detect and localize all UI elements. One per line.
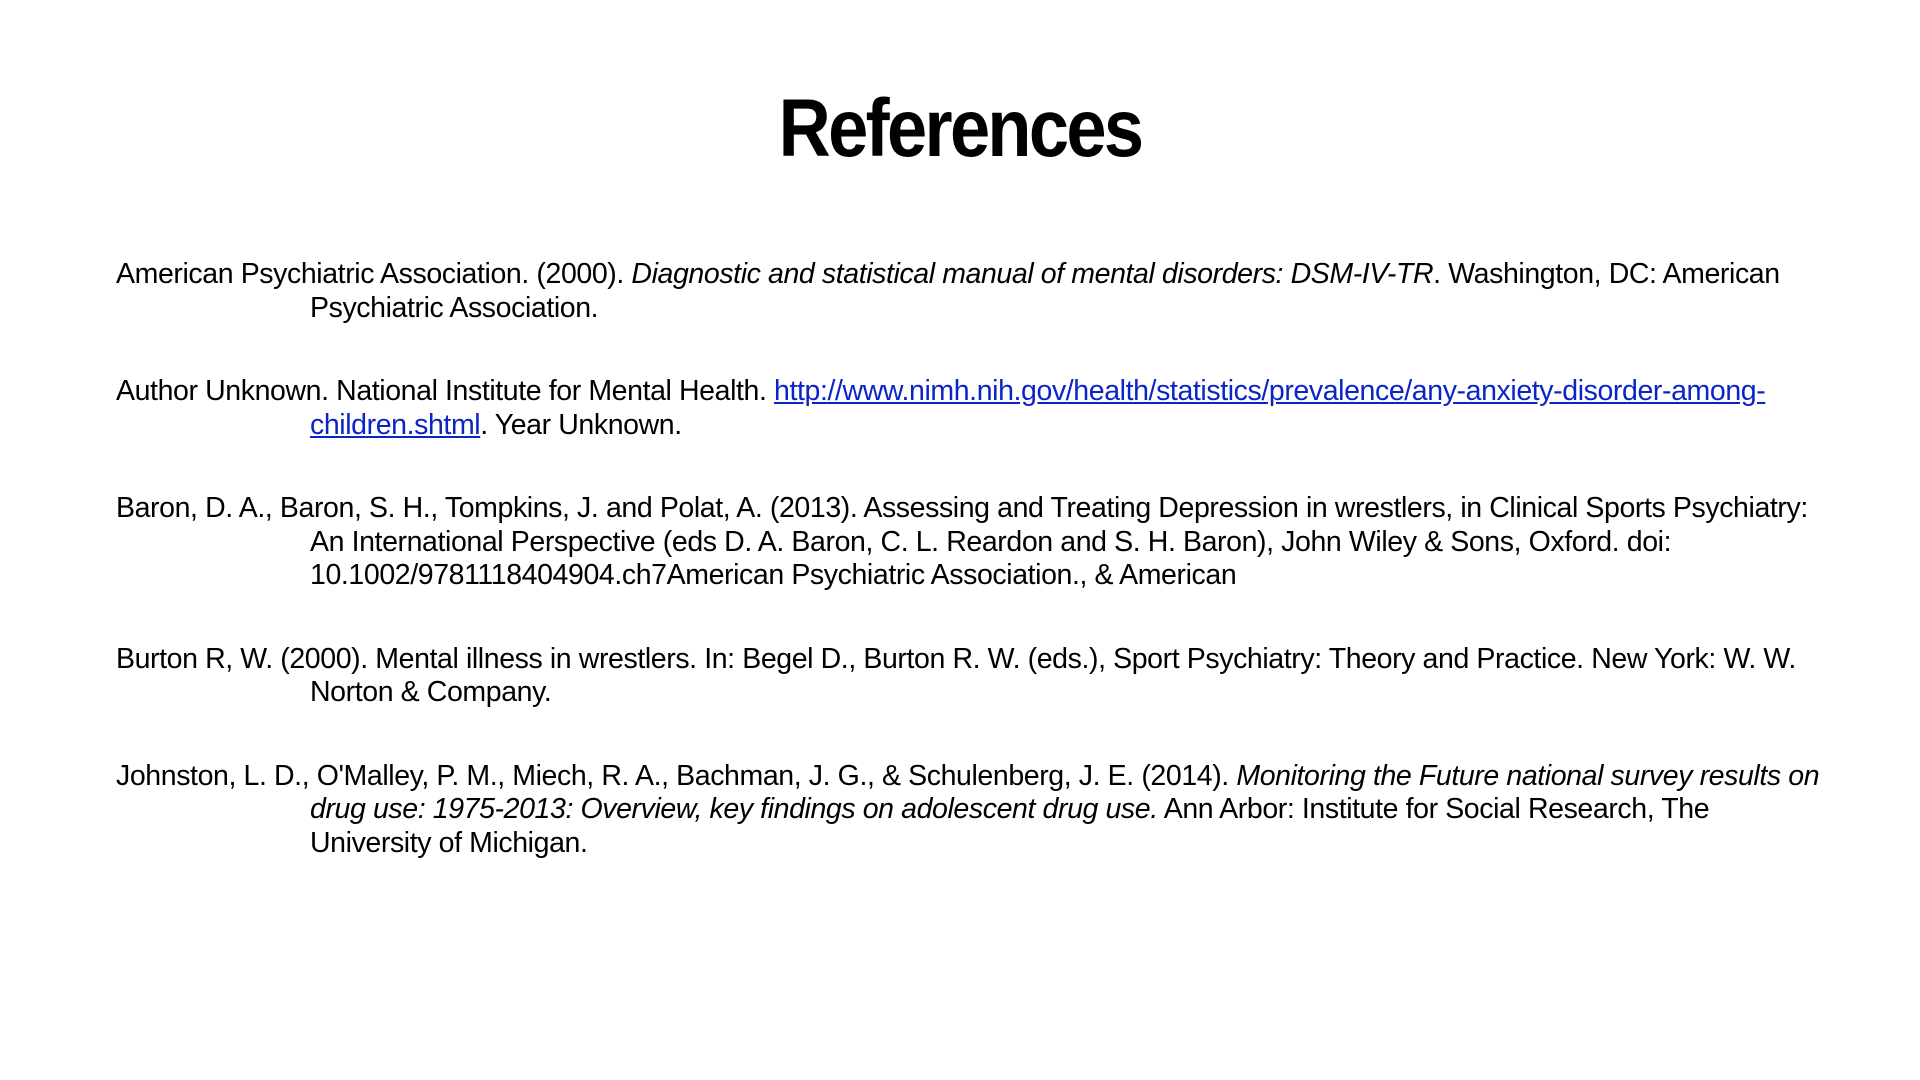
reference-item-johnston bbox=[116, 760, 1836, 861]
reference-item-apa-dsm bbox=[116, 258, 1836, 325]
reference-text: . Washington, DC: American Psychiatric Association. bbox=[310, 258, 1780, 324]
reference-list bbox=[116, 258, 1836, 910]
reference-link[interactable]: http://www.nimh.nih.gov/health/statistics/prevalence/any-anxiety-disorder-among-children.shtml bbox=[310, 375, 1766, 441]
reference-italic-title: Diagnostic and statistical manual of mental disorders: DSM-IV-TR bbox=[631, 258, 1434, 290]
reference-item-nimh bbox=[116, 375, 1836, 442]
reference-item-burton: Burton R, W. (2000). Mental illness in wrestlers. In: Begel D., Burton R. W. (eds.), Sport Psychiatry: Theory and Practice. New York: W. W. Norton & Company. bbox=[116, 642, 1796, 708]
reference-item-baron: Baron, D. A., Baron, S. H., Tompkins, J. and Polat, A. (2013). Assessing and Treating Depression in wrestlers, in Clinical Sports Psychiatry: An International Perspective (eds D. A. Baron, C. L. Reardon and S. H. Baron), John Wiley & Sons, Oxford. doi: 10.1002/9781118404904.ch7American Psychiatric Association., & American bbox=[116, 492, 1808, 591]
reference-text: . Year Unknown. bbox=[480, 408, 682, 441]
reference-text: Johnston, L. D., O'Malley, P. M., Miech, R. A., Bachman, J. G., & Schulenberg, J. E. (2014). bbox=[116, 759, 1237, 792]
reference-text: American Psychiatric Association. (2000). bbox=[116, 258, 632, 290]
reference-italic-title: Monitoring the Future national survey results on drug use: 1975-2013: Overview, key findings on adolescent drug use. bbox=[310, 759, 1820, 825]
slide-title: References bbox=[778, 83, 1142, 174]
reference-text: Ann Arbor: Institute for Social Research, The University of Michigan. bbox=[310, 793, 1710, 859]
reference-text: Author Unknown. National Institute for Mental Health. bbox=[116, 375, 775, 407]
